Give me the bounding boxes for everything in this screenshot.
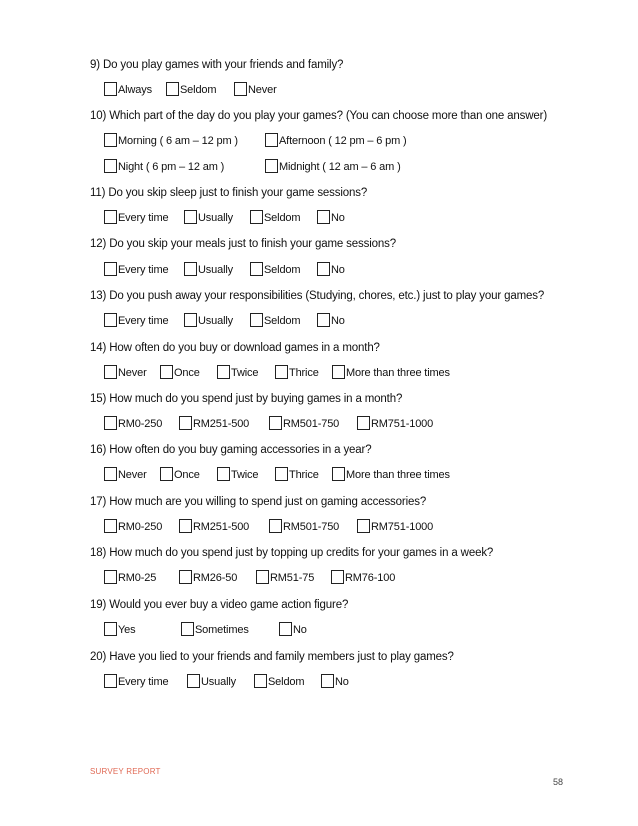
option-label: Usually xyxy=(198,315,234,327)
question-text: 19) Would you ever buy a video game action figure? xyxy=(90,599,349,611)
checkbox[interactable] xyxy=(184,210,197,224)
checkbox[interactable] xyxy=(357,519,370,533)
option-label: Every time xyxy=(118,315,169,327)
checkbox[interactable] xyxy=(104,519,117,533)
question-text: 16) How often do you buy gaming accessories in a year? xyxy=(90,444,372,456)
option-label: Usually xyxy=(201,676,237,688)
option-label: Twice xyxy=(231,469,259,481)
checkbox[interactable] xyxy=(331,570,344,584)
checkbox[interactable] xyxy=(332,467,345,481)
option-label: Seldom xyxy=(180,84,217,96)
option-label: Seldom xyxy=(264,264,301,276)
checkbox[interactable] xyxy=(104,159,117,173)
checkbox[interactable] xyxy=(179,416,192,430)
option-label: RM0-25 xyxy=(118,572,157,584)
option-label: Once xyxy=(174,367,200,379)
option-label: Night ( 6 pm – 12 am ) xyxy=(118,161,225,173)
option-label: Every time xyxy=(118,264,169,276)
option-label: More than three times xyxy=(346,469,450,481)
option-label: No xyxy=(331,315,345,327)
option-label: No xyxy=(331,212,345,224)
footer-section-label: SURVEY REPORT xyxy=(90,767,161,776)
checkbox[interactable] xyxy=(269,416,282,430)
checkbox[interactable] xyxy=(104,467,117,481)
option-label: RM751-1000 xyxy=(371,418,434,430)
checkbox[interactable] xyxy=(317,210,330,224)
checkbox[interactable] xyxy=(265,133,278,147)
checkbox[interactable] xyxy=(357,416,370,430)
checkbox[interactable] xyxy=(160,365,173,379)
option-label: RM251-500 xyxy=(193,521,250,533)
checkbox[interactable] xyxy=(104,133,117,147)
page-number: 58 xyxy=(553,777,564,787)
checkbox[interactable] xyxy=(234,82,247,96)
option-label: Yes xyxy=(118,624,136,636)
option-label: Sometimes xyxy=(195,624,249,636)
option-label: Thrice xyxy=(289,469,319,481)
option-label: Every time xyxy=(118,212,169,224)
checkbox[interactable] xyxy=(104,416,117,430)
question-text: 12) Do you skip your meals just to finish your game sessions? xyxy=(90,238,396,250)
option-label: Morning ( 6 am – 12 pm ) xyxy=(118,135,238,147)
question-text: 10) Which part of the day do you play your games? (You can choose more than one answer) xyxy=(90,110,548,122)
checkbox[interactable] xyxy=(265,159,278,173)
checkbox[interactable] xyxy=(256,570,269,584)
checkbox[interactable] xyxy=(104,570,117,584)
option-label: RM751-1000 xyxy=(371,521,434,533)
option-label: RM26-50 xyxy=(193,572,238,584)
option-label: Midnight ( 12 am – 6 am ) xyxy=(279,161,401,173)
checkbox[interactable] xyxy=(104,365,117,379)
option-label: Usually xyxy=(198,212,234,224)
option-label: Never xyxy=(118,367,147,379)
option-label: No xyxy=(335,676,349,688)
checkbox[interactable] xyxy=(332,365,345,379)
checkbox[interactable] xyxy=(104,313,117,327)
checkbox[interactable] xyxy=(104,262,117,276)
option-label: Never xyxy=(118,469,147,481)
question-text: 20) Have you lied to your friends and family members just to play games? xyxy=(90,651,454,663)
checkbox[interactable] xyxy=(321,674,334,688)
checkbox[interactable] xyxy=(187,674,200,688)
checkbox[interactable] xyxy=(104,674,117,688)
checkbox[interactable] xyxy=(166,82,179,96)
checkbox[interactable] xyxy=(179,570,192,584)
checkbox[interactable] xyxy=(250,313,263,327)
question-text: 15) How much do you spend just by buying games in a month? xyxy=(90,393,403,405)
checkbox[interactable] xyxy=(179,519,192,533)
question-text: 17) How much are you willing to spend just on gaming accessories? xyxy=(90,496,427,508)
question-text: 14) How often do you buy or download games in a month? xyxy=(90,342,380,354)
checkbox[interactable] xyxy=(104,82,117,96)
checkbox[interactable] xyxy=(104,622,117,636)
checkbox[interactable] xyxy=(250,210,263,224)
option-label: Usually xyxy=(198,264,234,276)
checkbox[interactable] xyxy=(317,313,330,327)
option-label: No xyxy=(293,624,307,636)
checkbox[interactable] xyxy=(184,313,197,327)
question-text: 13) Do you push away your responsibilities (Studying, chores, etc.) just to play your games? xyxy=(90,290,545,302)
checkbox[interactable] xyxy=(317,262,330,276)
option-label: RM0-250 xyxy=(118,418,163,430)
option-label: More than three times xyxy=(346,367,450,379)
option-label: No xyxy=(331,264,345,276)
checkbox[interactable] xyxy=(250,262,263,276)
checkbox[interactable] xyxy=(217,365,230,379)
checkbox[interactable] xyxy=(269,519,282,533)
option-label: RM501-750 xyxy=(283,521,340,533)
checkbox[interactable] xyxy=(217,467,230,481)
option-label: Thrice xyxy=(289,367,319,379)
option-label: Seldom xyxy=(264,212,301,224)
option-label: Every time xyxy=(118,676,169,688)
checkbox[interactable] xyxy=(275,467,288,481)
option-label: Twice xyxy=(231,367,259,379)
option-label: RM251-500 xyxy=(193,418,250,430)
option-label: Afternoon ( 12 pm – 6 pm ) xyxy=(279,135,407,147)
option-label: Never xyxy=(248,84,277,96)
option-label: Once xyxy=(174,469,200,481)
option-label: RM501-750 xyxy=(283,418,340,430)
checkbox[interactable] xyxy=(104,210,117,224)
checkbox[interactable] xyxy=(254,674,267,688)
checkbox[interactable] xyxy=(181,622,194,636)
checkbox[interactable] xyxy=(275,365,288,379)
option-label: RM0-250 xyxy=(118,521,163,533)
question-text: 18) How much do you spend just by topping up credits for your games in a week? xyxy=(90,547,494,559)
checkbox[interactable] xyxy=(279,622,292,636)
question-text: 11) Do you skip sleep just to finish your game sessions? xyxy=(90,187,368,199)
option-label: Always xyxy=(118,84,152,96)
option-label: RM51-75 xyxy=(270,572,315,584)
option-label: Seldom xyxy=(264,315,301,327)
question-text: 9) Do you play games with your friends and family? xyxy=(90,59,344,71)
option-label: RM76-100 xyxy=(345,572,396,584)
checkbox[interactable] xyxy=(160,467,173,481)
checkbox[interactable] xyxy=(184,262,197,276)
option-label: Seldom xyxy=(268,676,305,688)
